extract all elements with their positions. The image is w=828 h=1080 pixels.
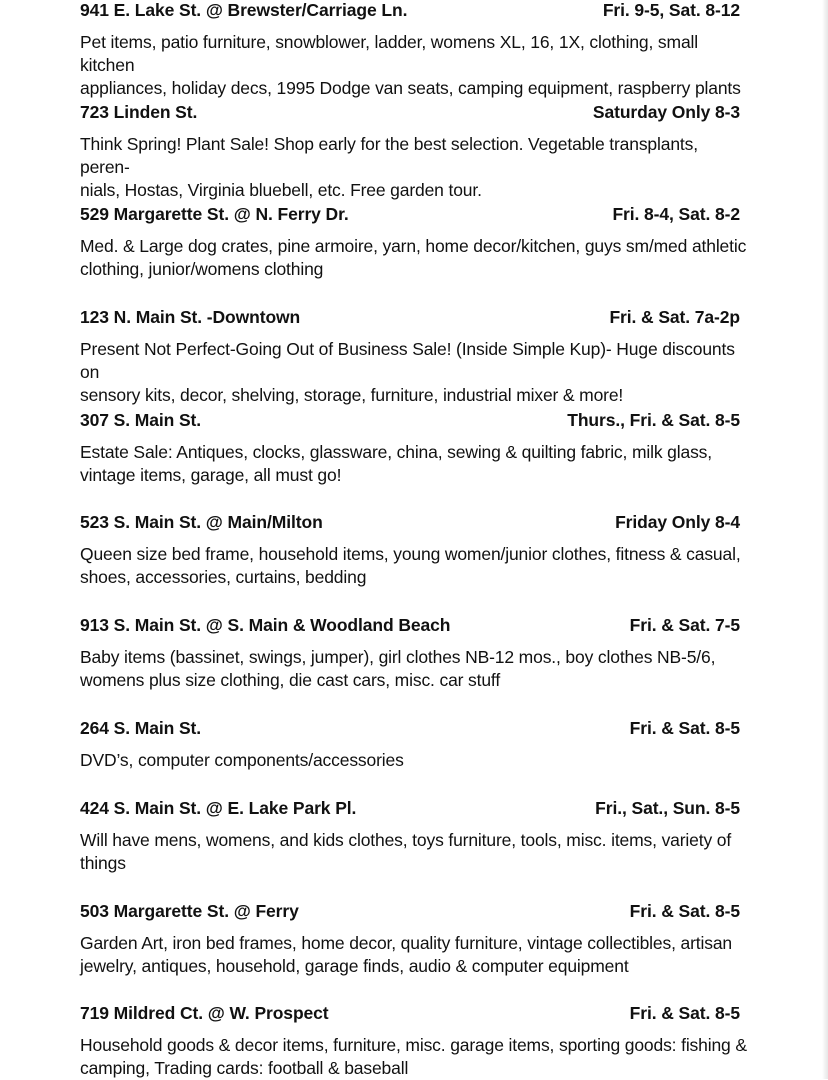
- listing-address: 424 S. Main St. @ E. Lake Park Pl.: [80, 798, 357, 818]
- listing-address: 264 S. Main St.: [80, 718, 202, 738]
- listing-header: [80, 1003, 740, 1027]
- description-line: Baby items (bassinet, swings, jumper), girl clothes NB-12 mos., boy clothes NB-5/6,: [80, 647, 716, 667]
- listing: [80, 615, 740, 692]
- listing: [80, 1003, 747, 1080]
- listing-header: [80, 901, 740, 925]
- listing-hours: Fri. & Sat. 7-5: [629, 615, 740, 635]
- description-line: Queen size bed frame, household items, young women/junior clothes, fitness & casual,: [80, 544, 741, 564]
- description-line: DVD’s, computer components/accessories: [80, 750, 404, 770]
- listing-hours: Saturday Only 8-3: [592, 102, 740, 122]
- listing-description: [80, 543, 752, 589]
- listing-hours: Fri., Sat., Sun. 8-5: [595, 798, 740, 818]
- description-line: Estate Sale: Antiques, clocks, glassware, china, sewing & quilting fabric, milk glass,: [80, 442, 712, 462]
- listing-address: 913 S. Main St. @ S. Main & Woodland Beach: [80, 615, 451, 635]
- description-line: shoes, accessories, curtains, bedding: [80, 567, 367, 587]
- description-line: Garden Art, iron bed frames, home decor, quality furniture, vintage collectibles, artisan: [80, 933, 732, 953]
- listing-header: [80, 204, 740, 228]
- listing-hours: Fri. & Sat. 7a-2p: [609, 307, 740, 327]
- listing-header: [80, 307, 740, 331]
- listing-address: 307 S. Main St.: [80, 410, 202, 430]
- listing: [80, 410, 740, 487]
- description-line: Will have mens, womens, and kids clothes, toys furniture, tools, misc. items, variety of: [80, 830, 732, 850]
- listing: [80, 798, 740, 875]
- listing: [80, 901, 740, 978]
- listing-header: [80, 102, 740, 126]
- listing-description: [80, 133, 752, 202]
- listing-address: 941 E. Lake St. @ Brewster/Carriage Ln.: [80, 0, 408, 20]
- listing-address: 123 N. Main St. -Downtown: [80, 307, 301, 327]
- description-line: Med. & Large dog crates, pine armoire, yarn, home decor/kitchen, guys sm/med athletic: [80, 236, 747, 256]
- description-line: things: [80, 853, 126, 873]
- listing-description: [80, 646, 752, 692]
- description-line: nials, Hostas, Virginia bluebell, etc. Free garden tour.: [80, 180, 482, 200]
- page-edge-shadow: [822, 0, 828, 1079]
- listing-header: [80, 410, 740, 434]
- listing: [80, 307, 740, 407]
- description-line: Present Not Perfect-Going Out of Business Sale! (Inside Simple Kup)- Huge discounts on: [80, 339, 735, 382]
- listing-header: [80, 718, 740, 742]
- listing: [80, 102, 740, 202]
- description-line: appliances, holiday decs, 1995 Dodge van seats, camping equipment, raspberry plants: [80, 78, 741, 98]
- listing-description: [80, 1034, 752, 1080]
- listing-description: [80, 829, 752, 875]
- listing: [80, 204, 747, 281]
- listing-address: 723 Linden St.: [80, 102, 198, 122]
- listing-description: [80, 749, 752, 772]
- listing-description: [80, 932, 752, 978]
- listing-header: [80, 512, 740, 536]
- listing-address: 529 Margarette St. @ N. Ferry Dr.: [80, 204, 349, 224]
- listing-description: [80, 31, 752, 100]
- listing-description: [80, 441, 752, 487]
- description-line: Pet items, patio furniture, snowblower, ladder, womens XL, 16, 1X, clothing, small kitchen: [80, 32, 699, 75]
- listing-hours: Fri. & Sat. 8-5: [629, 901, 740, 921]
- listing-hours: Fri. & Sat. 8-5: [629, 1003, 740, 1023]
- listing-hours: Friday Only 8-4: [615, 512, 740, 532]
- listing-header: [80, 798, 740, 822]
- listing-hours: Fri. 9-5, Sat. 8-12: [602, 0, 740, 20]
- listing-description: [80, 338, 752, 407]
- listing: [80, 512, 740, 589]
- listing: [80, 0, 740, 100]
- listing-header: [80, 0, 740, 24]
- listing-hours: Fri. & Sat. 8-5: [629, 718, 740, 738]
- description-line: jewelry, antiques, household, garage finds, audio & computer equipment: [80, 956, 629, 976]
- listing: [80, 718, 740, 772]
- description-line: womens plus size clothing, die cast cars, misc. car stuff: [80, 670, 501, 690]
- description-line: camping, Trading cards: football & baseball: [80, 1058, 409, 1078]
- listing-hours: Thurs., Fri. & Sat. 8-5: [567, 410, 740, 430]
- description-line: clothing, junior/womens clothing: [80, 259, 324, 279]
- listing-header: [80, 615, 740, 639]
- listing-hours: Fri. 8-4, Sat. 8-2: [612, 204, 740, 224]
- description-line: vintage items, garage, all must go!: [80, 465, 342, 485]
- listing-address: 503 Margarette St. @ Ferry: [80, 901, 299, 921]
- description-line: sensory kits, decor, shelving, storage, furniture, industrial mixer & more!: [80, 385, 624, 405]
- description-line: Household goods & decor items, furniture, misc. garage items, sporting goods: fishing &: [80, 1035, 747, 1055]
- listing-address: 523 S. Main St. @ Main/Milton: [80, 512, 323, 532]
- listing-description: [80, 235, 752, 281]
- description-line: Think Spring! Plant Sale! Shop early for the best selection. Vegetable transplants, peren-: [80, 134, 698, 177]
- listing-address: 719 Mildred Ct. @ W. Prospect: [80, 1003, 329, 1023]
